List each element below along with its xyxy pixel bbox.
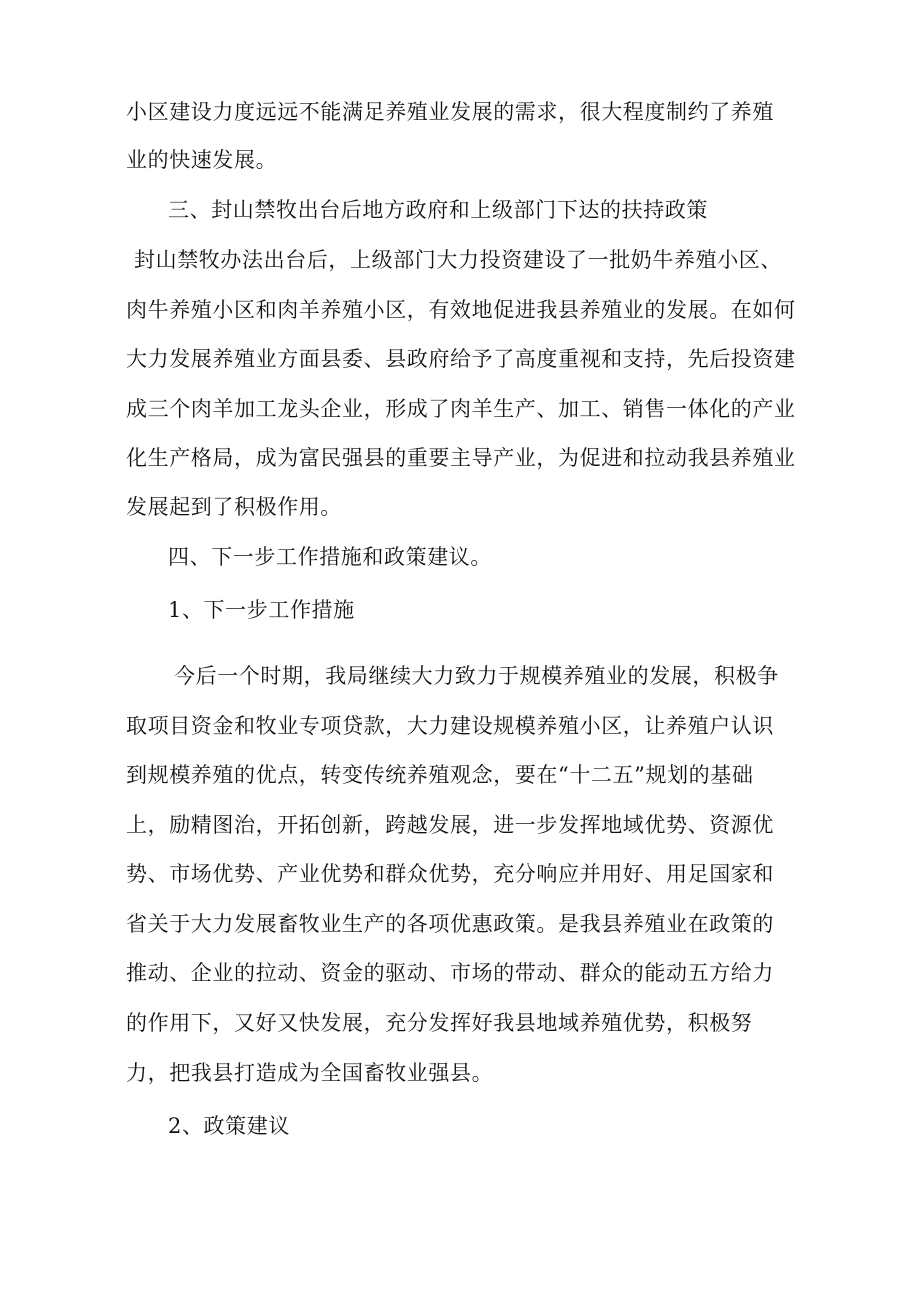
body-text-line: 化生产格局，成为富民强县的重要主导产业，为促进和拉动我县养殖业 — [126, 446, 796, 470]
body-text-line: 肉牛养殖小区和肉羊养殖小区，有效地促进我县养殖业的发展。在如何 — [126, 298, 796, 322]
body-text-line: 到规模养殖的优点，转变传统养殖观念，要在“十二五”规划的基础 — [126, 763, 754, 787]
body-text-line: 发展起到了积极作用。 — [126, 495, 342, 519]
subsection-heading: 2、政策建议 — [168, 1114, 290, 1138]
body-text-line: 上，励精图治，开拓创新，跨越发展，进一步发挥地域优势、资源优 — [126, 813, 774, 837]
body-text-line: 今后一个时期，我局继续大力致力于规模养殖业的发展，积极争 — [174, 664, 779, 688]
subsection-heading: 1、下一步工作措施 — [168, 598, 355, 622]
body-text-line: 力，把我县打造成为全国畜牧业强县。 — [126, 1061, 494, 1085]
body-text-line: 大力发展养殖业方面县委、县政府给予了高度重视和支持，先后投资建 — [126, 347, 796, 371]
body-text-line: 业的快速发展。 — [126, 148, 278, 172]
body-text-line: 的作用下，又好又快发展，充分发挥好我县地域养殖优势，积极努 — [126, 1011, 753, 1035]
body-text-line: 推动、企业的拉动、资金的驱动、市场的带动、群众的能动五方给力 — [126, 961, 774, 985]
body-text-line: 势、市场优势、产业优势和群众优势，充分响应并用好、用足国家和 — [126, 862, 774, 886]
section-heading: 四、下一步工作措施和政策建议。 — [168, 545, 492, 569]
section-heading: 三、封山禁牧出台后地方政府和上级部门下达的扶持政策 — [168, 198, 708, 222]
body-text-line: 省关于大力发展畜牧业生产的各项优惠政策。是我县养殖业在政策的 — [126, 912, 774, 936]
body-text-line: 封山禁牧办法出台后，上级部门大力投资建设了一批奶牛养殖小区、 — [134, 248, 782, 272]
body-text-line: 取项目资金和牧业专项贷款，大力建设规模养殖小区，让养殖户认识 — [126, 714, 774, 738]
body-text-line: 成三个肉羊加工龙头企业，形成了肉羊生产、加工、销售一体化的产业 — [126, 397, 796, 421]
body-text-line: 小区建设力度远远不能满足养殖业发展的需求，很大程度制约了养殖 — [126, 100, 774, 124]
